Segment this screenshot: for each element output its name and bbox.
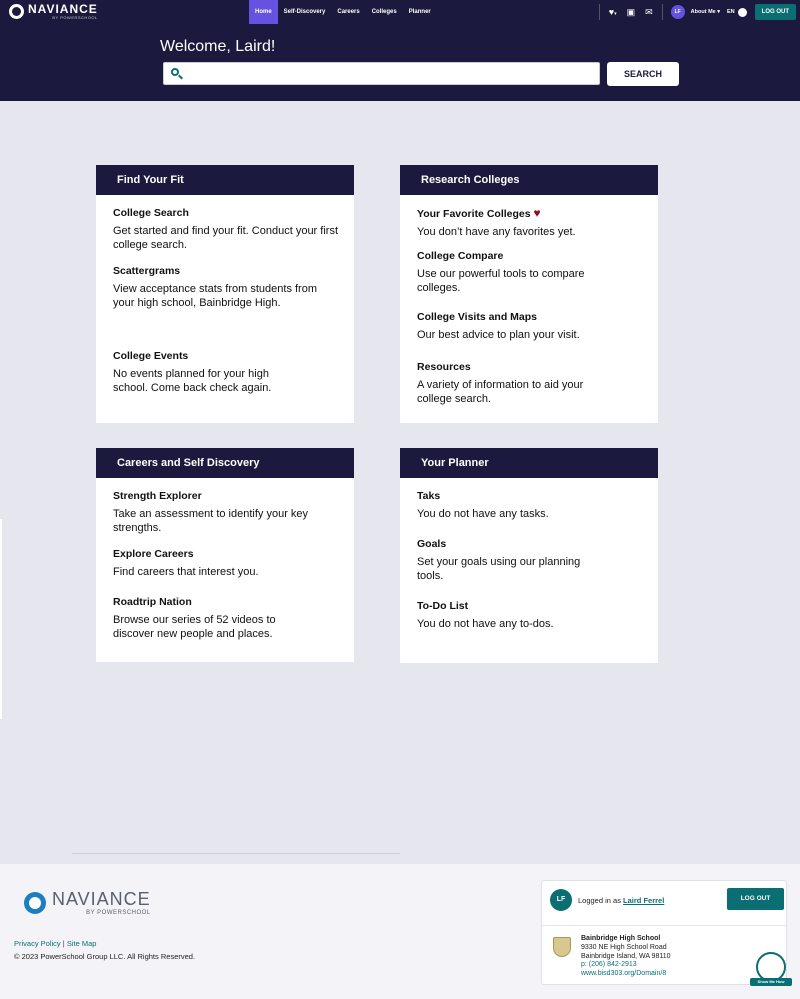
footer-brand-name: NAVIANCE [52,889,151,909]
chevron-down-icon: ▾ [717,9,721,15]
item-college-compare[interactable]: College Compare Use our powerful tools to compare colleges. [417,250,585,294]
item-roadtrip-nation[interactable]: Roadtrip Nation Browse our series of 52 videos to discover new people and places. [113,596,276,640]
nav-colleges[interactable]: Colleges [371,9,397,15]
nav-planner[interactable]: Planner [408,9,431,15]
search-button[interactable]: SEARCH [607,62,679,86]
nav-self-discovery[interactable]: Self-Discovery [283,9,326,15]
item-explore-careers[interactable]: Explore Careers Find careers that interest you. [113,548,259,578]
footer-logout-button[interactable]: LOG OUT [727,888,784,910]
footer-brand-sub: BY POWERSCHOOL [86,910,151,916]
logged-in-text: Logged in as Laird Ferrel [578,896,665,905]
item-todo-list[interactable]: To-Do List You do not have any to-dos. [417,600,554,630]
item-college-visits[interactable]: College Visits and Maps Our best advice to plan your visit. [417,311,580,341]
brand-name: NAVIANCE [28,2,98,16]
copyright: © 2023 PowerSchool Group LLC. All Rights Reserved. [14,952,196,961]
card-find-your-fit [96,165,354,423]
brand-sub: BY POWERSCHOOL [52,15,98,20]
chat-icon[interactable]: ▣ [626,6,636,17]
item-resources[interactable]: Resources A variety of information to aid your college search. [417,361,584,405]
user-avatar: LF [550,889,572,911]
card-research-colleges [400,165,658,423]
divider [662,4,663,20]
nav-home[interactable]: Home [249,0,278,24]
item-strength-explorer[interactable]: Strength Explorer Take an assessment to identify your key strengths. [113,490,309,534]
item-tasks[interactable]: Taks You do not have any tasks. [417,490,549,520]
card-your-planner [400,448,658,663]
item-goals[interactable]: Goals Set your goals using our planning tools. [417,538,581,582]
content-divider [72,853,400,854]
card-title: Research Colleges [400,165,658,195]
search-icon [171,68,179,76]
edge-accent [0,519,2,719]
card-title: Find Your Fit [96,165,354,195]
school-info: Bainbridge High School 9330 NE High School Road Bainbridge Island, WA 98110 p: (206) 842-2913 www.bisd303.org/Domain/8 [581,935,671,978]
welcome-heading: Welcome, Laird! [160,38,276,55]
card-careers-self-discovery [96,448,354,662]
logout-button[interactable]: LOG OUT [755,4,796,20]
heart-icon: ♥ [533,206,541,220]
welcome-hero [0,24,800,101]
item-college-search[interactable]: College Search Get started and find your fit. Conduct your first college search. [113,207,338,251]
item-favorite-colleges[interactable]: Your Favorite Colleges ♥ You don’t have any favorites yet. [417,206,576,238]
item-scattergrams[interactable]: Scattergrams View acceptance stats from students from your high school, Bainbridge High. [113,265,317,309]
panel-divider [542,925,786,926]
school-website-link[interactable]: www.bisd303.org/Domain/8 [581,970,667,978]
main-nav [249,0,437,24]
item-college-events[interactable]: College Events No events planned for your high school. Come back check again. [113,350,272,394]
naviance-logo[interactable] [9,3,98,20]
privacy-policy-link[interactable]: Privacy Policy [14,939,61,948]
search-input[interactable] [163,62,600,85]
school-phone-link[interactable]: p: (206) 842-2913 [581,961,637,969]
heart-icon[interactable]: ♥▾ [608,6,617,17]
user-avatar[interactable]: LF [671,5,685,19]
mail-icon[interactable]: ✉ [645,6,653,17]
nav-careers[interactable]: Careers [337,9,360,15]
user-name-link[interactable]: Laird Ferrel [623,896,665,905]
footer-logo [24,890,151,916]
school-crest-icon [553,937,571,957]
naviance-logo-icon [24,892,46,914]
card-title: Careers and Self Discovery [96,448,354,478]
language-selector[interactable]: EN [727,9,735,15]
about-me-menu[interactable]: About Me ▾ [690,9,721,15]
show-me-how-button[interactable]: Show Me How [750,952,792,986]
globe-icon[interactable] [738,8,747,17]
footer-links: Privacy Policy | Site Map [14,939,97,948]
top-nav [0,0,800,24]
card-title: Your Planner [400,448,658,478]
divider [599,4,600,20]
naviance-logo-icon [9,4,24,19]
site-map-link[interactable]: Site Map [66,939,97,948]
